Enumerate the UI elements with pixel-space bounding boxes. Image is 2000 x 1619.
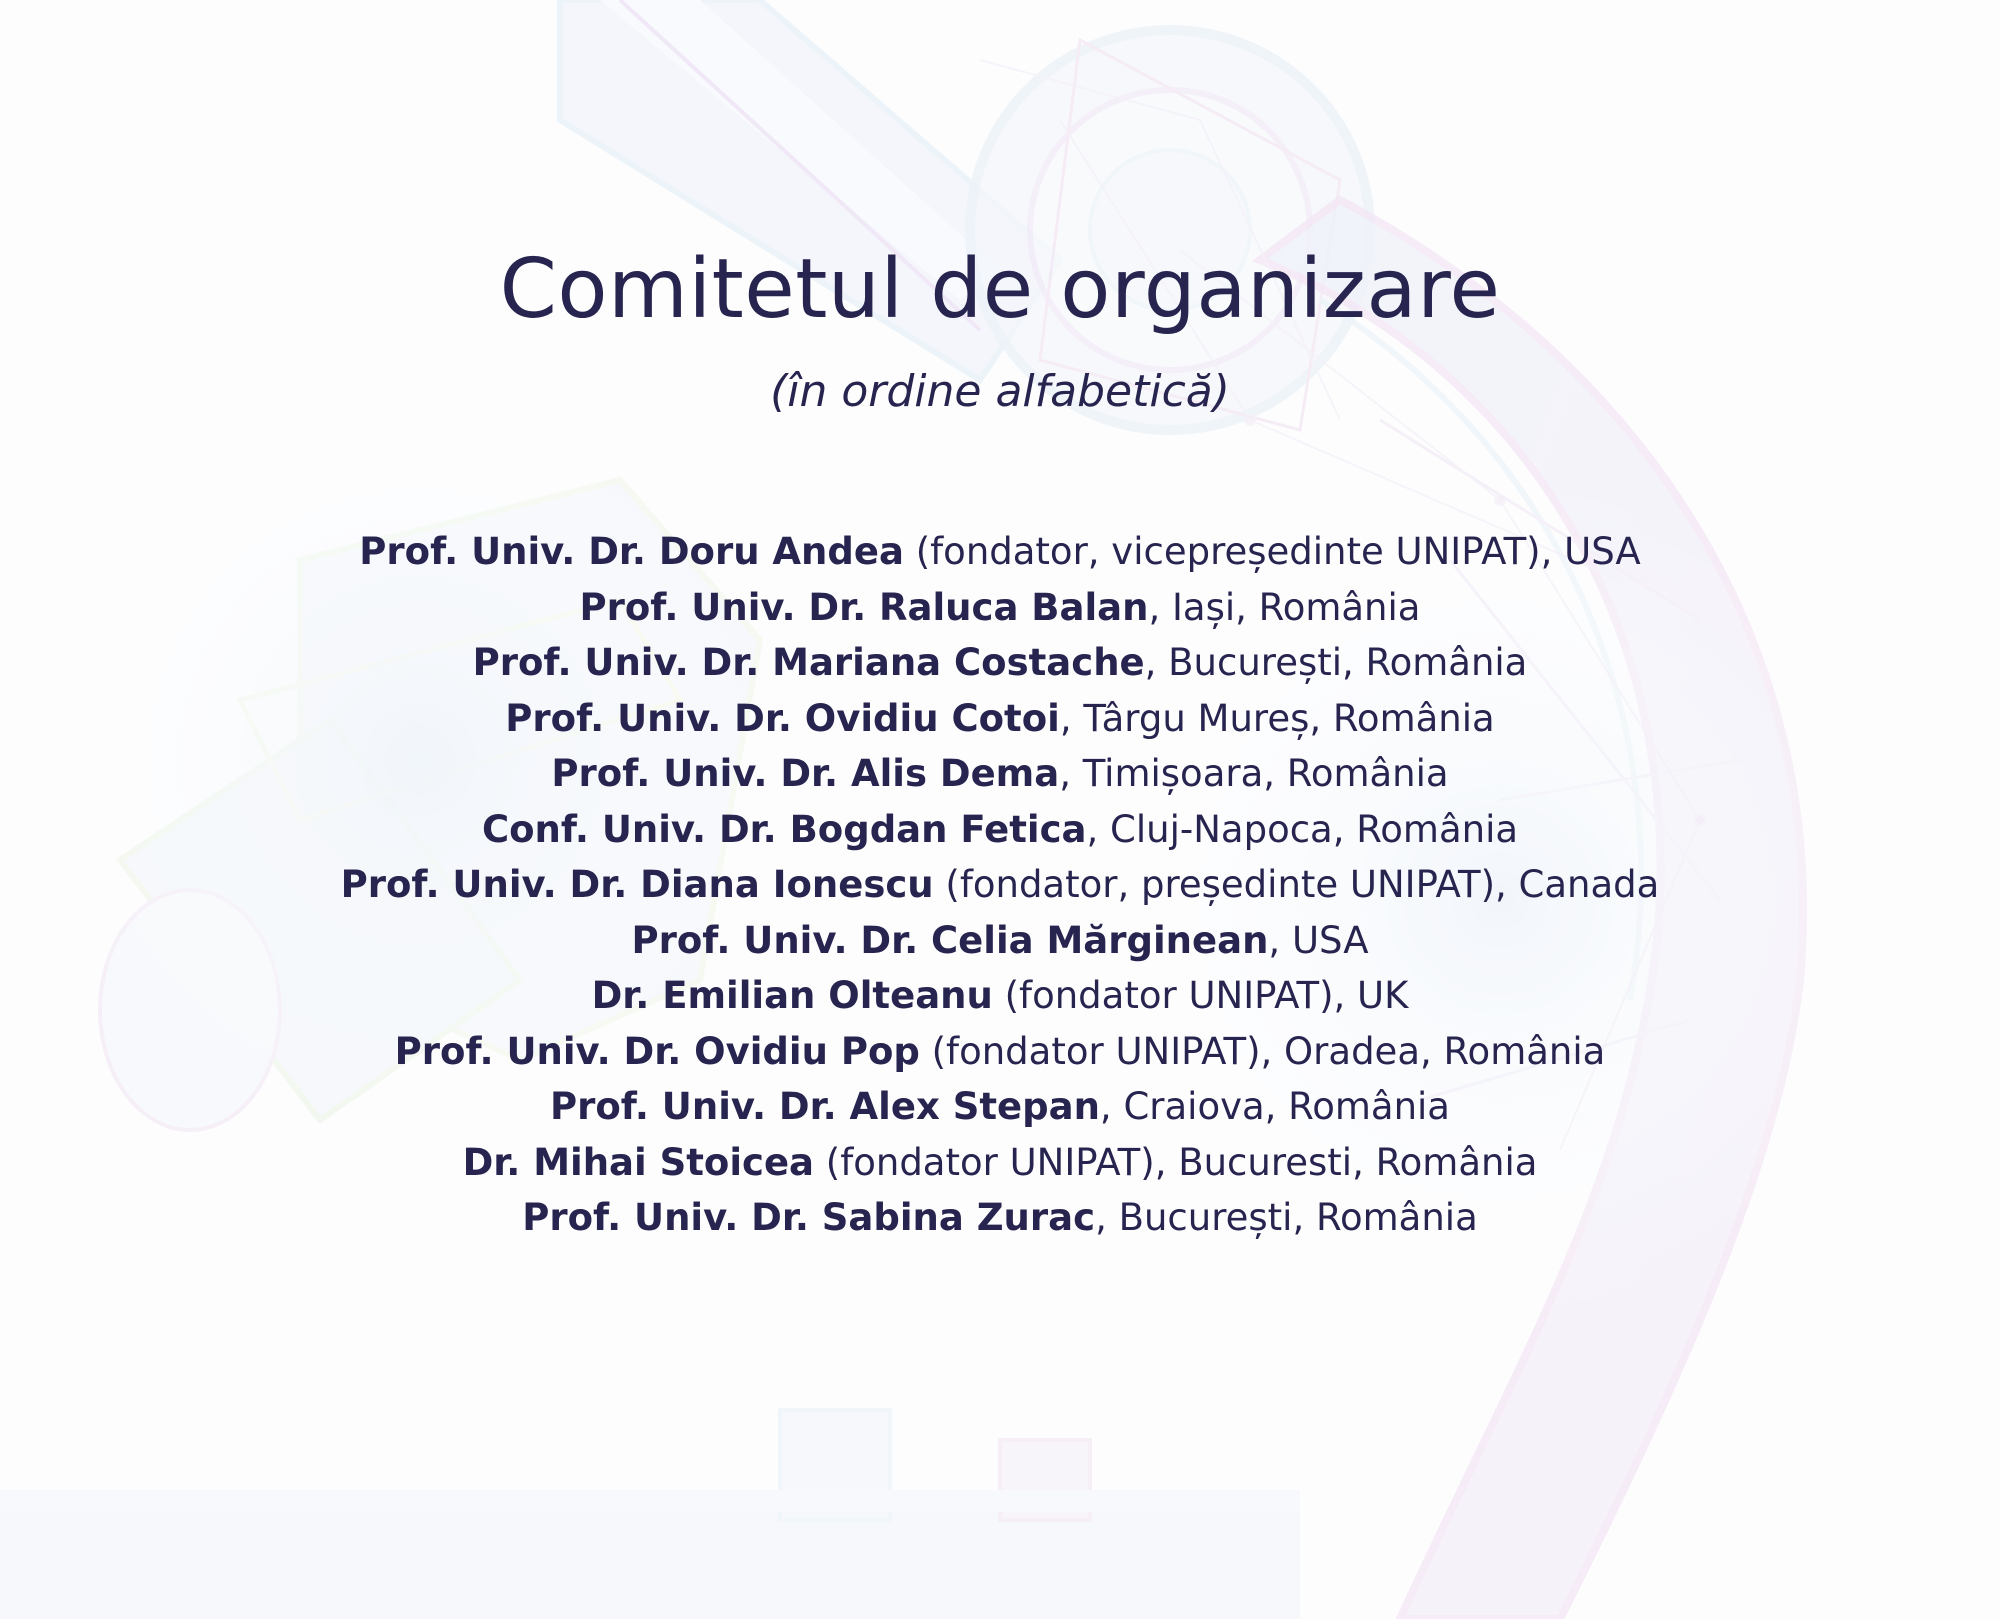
member-detail: , Cluj-Napoca, România — [1086, 807, 1519, 851]
member-name: Prof. Univ. Dr. Sabina Zurac — [522, 1196, 1096, 1239]
member-detail: (fondator UNIPAT), Bucuresti, România — [814, 1140, 1538, 1184]
member-row — [0, 635, 2000, 691]
member-name: Prof. Univ. Dr. Alis Dema — [551, 752, 1060, 795]
member-row — [0, 580, 2000, 636]
member-detail: , USA — [1268, 918, 1369, 962]
member-name: Prof. Univ. Dr. Alex Stepan — [550, 1085, 1100, 1128]
member-name: Prof. Univ. Dr. Raluca Balan — [579, 585, 1149, 629]
member-name: Dr. Mihai Stoicea — [462, 1140, 815, 1184]
member-name: Prof. Univ. Dr. Doru Andea — [359, 530, 904, 573]
member-row — [0, 1079, 2000, 1135]
member-row — [0, 746, 2000, 802]
page-subtitle: (în ordine alfabetică) — [770, 366, 1230, 417]
member-detail: , București, România — [1095, 1196, 1478, 1239]
member-detail: , Craiova, România — [1099, 1085, 1450, 1128]
member-name: Prof. Univ. Dr. Celia Mărginean — [631, 918, 1269, 962]
member-row — [0, 1024, 2000, 1080]
member-name: Dr. Emilian Olteanu — [591, 974, 993, 1017]
member-row — [0, 968, 2000, 1024]
member-detail: , București, România — [1144, 641, 1528, 684]
member-detail: (fondator UNIPAT), UK — [992, 974, 1409, 1017]
member-detail: (fondator, vicepreședinte UNIPAT), USA — [903, 530, 1641, 573]
member-row — [0, 1135, 2000, 1191]
page-title: Comitetul de organizare — [499, 242, 1501, 337]
member-row — [0, 1190, 2000, 1246]
member-name: Prof. Univ. Dr. Ovidiu Cotoi — [505, 696, 1060, 740]
member-detail: , Iași, România — [1148, 585, 1421, 629]
member-detail: , Timișoara, România — [1059, 752, 1449, 795]
member-row — [0, 524, 2000, 580]
member-detail: , Târgu Mureș, România — [1059, 696, 1495, 740]
member-row — [0, 857, 2000, 913]
member-detail: (fondator UNIPAT), Oradea, România — [919, 1029, 1606, 1073]
member-name: Prof. Univ. Dr. Diana Ionescu — [340, 863, 934, 906]
member-name: Prof. Univ. Dr. Ovidiu Pop — [394, 1029, 920, 1073]
member-name: Conf. Univ. Dr. Bogdan Fetica — [481, 807, 1087, 851]
member-row — [0, 802, 2000, 858]
member-row — [0, 691, 2000, 747]
member-detail: (fondator, președinte UNIPAT), Canada — [933, 863, 1660, 906]
member-row — [0, 913, 2000, 969]
member-name: Prof. Univ. Dr. Mariana Costache — [472, 641, 1145, 684]
member-list — [0, 524, 2000, 1246]
